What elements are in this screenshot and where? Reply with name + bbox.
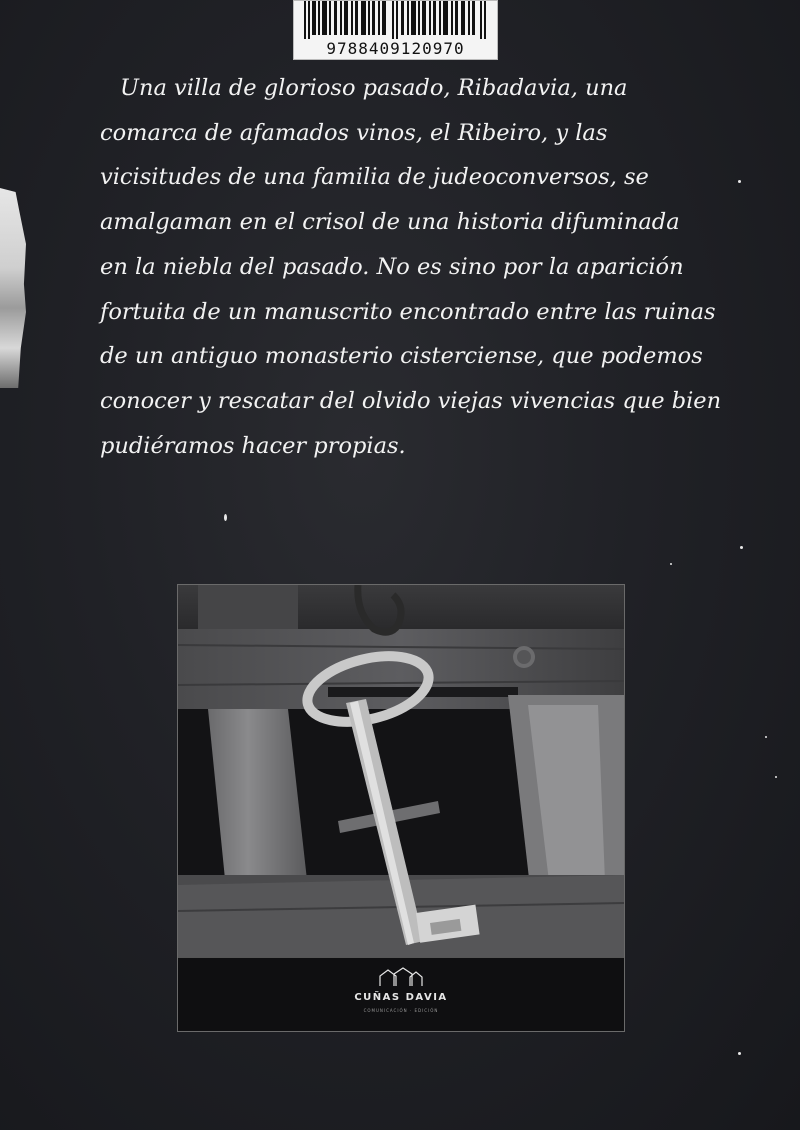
dust-speck [670, 563, 672, 565]
synopsis-line: de un antiguo monasterio cisterciense, que podemos [100, 343, 703, 370]
publisher-tagline: COMUNICACIÓN · EDICIÓN [363, 1008, 439, 1013]
key-on-door-photo [178, 585, 624, 957]
torn-paper-edge [0, 188, 26, 388]
dust-speck [738, 180, 741, 183]
synopsis-line: fortuita de un manuscrito encontrado entre las ruinas [100, 298, 716, 325]
cover-photo-frame [177, 584, 625, 1032]
synopsis-text [100, 66, 722, 468]
synopsis-line: amalgaman en el crisol de una historia difuminada [100, 209, 680, 236]
synopsis-line: en la niebla del pasado. No es sino por la aparición [100, 253, 684, 280]
dust-speck [224, 514, 227, 521]
publisher-name: CUÑAS DAVIA [354, 992, 448, 1003]
synopsis-line: pudiéramos hacer propias. [100, 432, 406, 459]
synopsis-line: Una villa de glorioso pasado, Ribadavia, una [120, 75, 628, 101]
publisher-strip [178, 957, 624, 1032]
synopsis-line: vicisitudes de una familia de judeoconversos, se [100, 164, 649, 191]
dust-speck [738, 1052, 741, 1055]
dust-speck [775, 776, 777, 778]
barcode-bars [304, 1, 489, 39]
isbn-number: 9788409120970 [326, 39, 465, 58]
dust-speck [765, 736, 767, 738]
dust-speck [740, 546, 743, 549]
synopsis-line: comarca de afamados vinos, el Ribeiro, y las [100, 119, 608, 146]
house-rooftops-icon [378, 966, 424, 988]
isbn-barcode [293, 0, 498, 60]
synopsis-line: conocer y rescatar del olvido viejas vivencias que bien [100, 387, 722, 414]
